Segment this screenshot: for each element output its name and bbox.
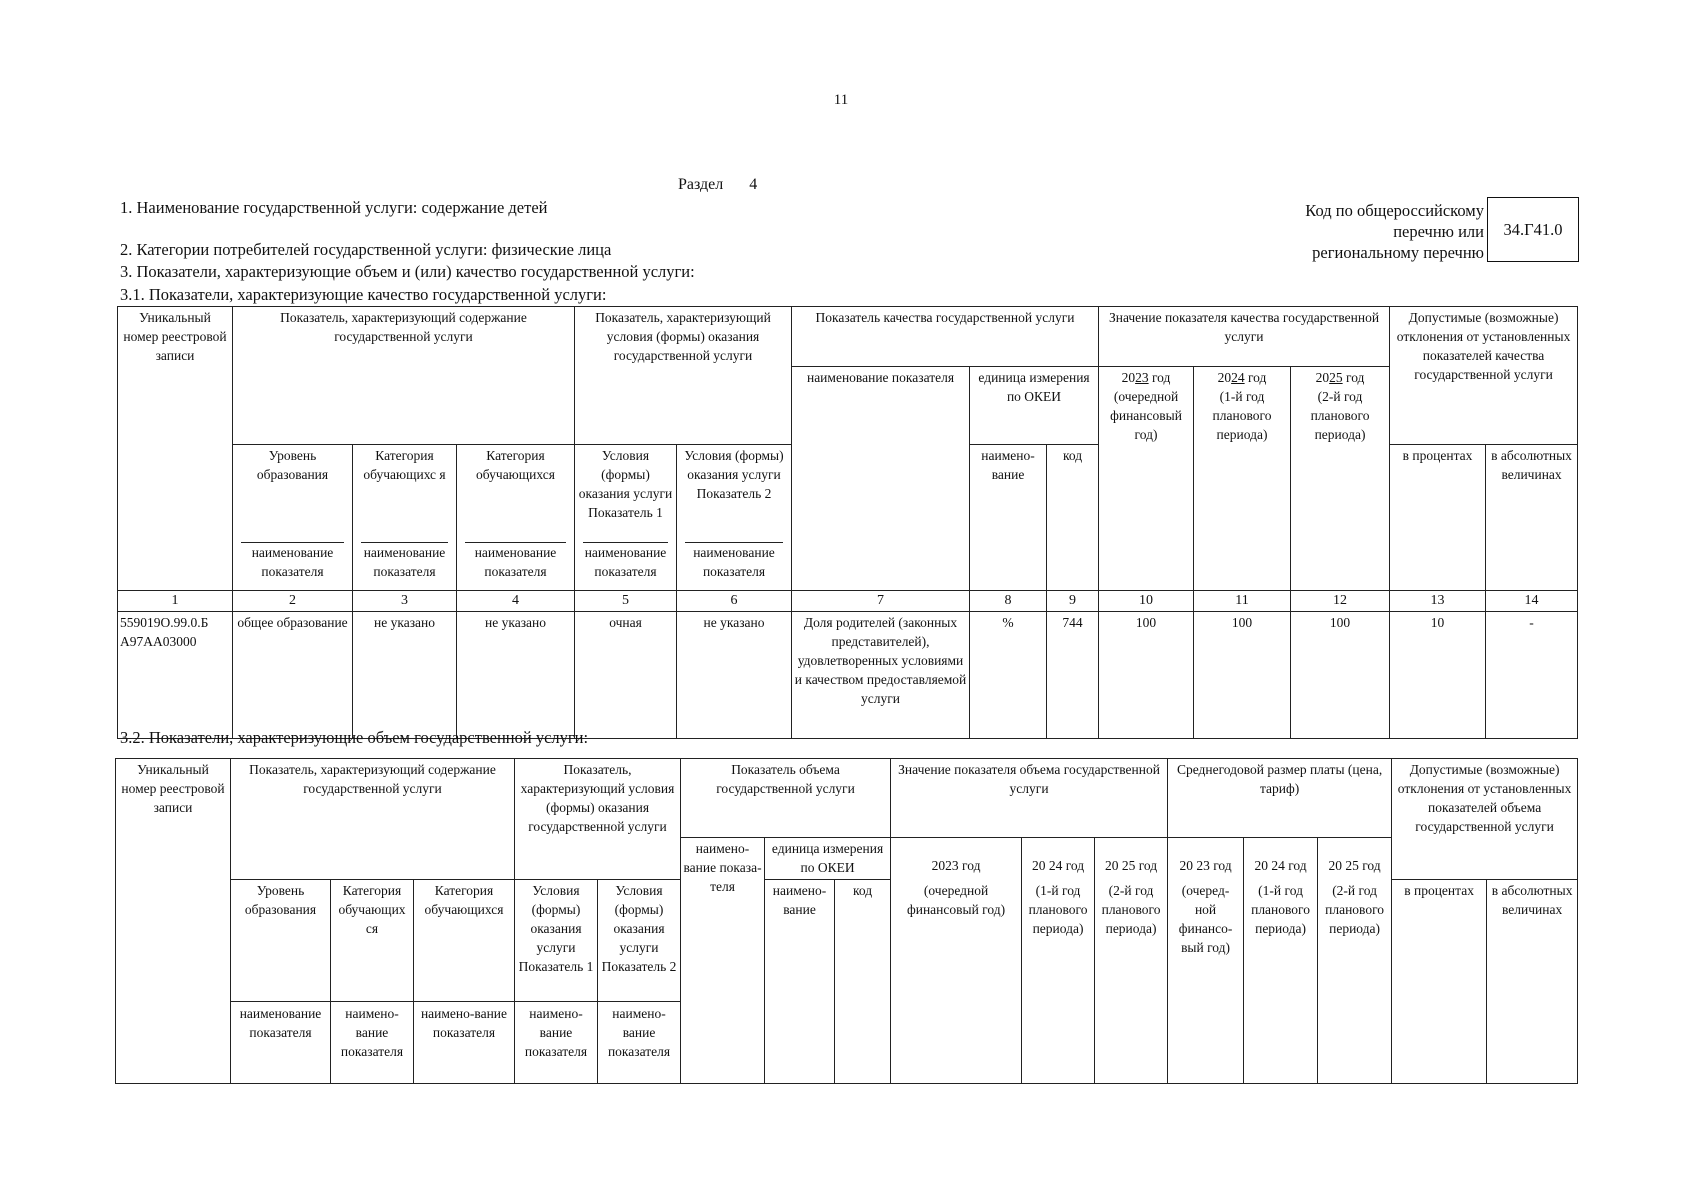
header-fee-2023: [1168, 837, 1244, 1083]
header-condition-indicator: Показатель, характеризующий условия (формы) оказания государственной услуги: [575, 307, 792, 367]
column-number: 13: [1390, 590, 1486, 611]
header-value-2025: [1095, 837, 1168, 1083]
col-label: Категория обучающих ся: [338, 882, 406, 936]
col-condition-1: [515, 879, 598, 1083]
col-sublabel: наимено-вание показателя: [414, 1001, 514, 1042]
header-fee-2025: [1318, 837, 1392, 1083]
col-sublabel: наимено- вание показателя: [598, 1001, 680, 1061]
code-caption: [1305, 200, 1484, 263]
col-unit-name: наимено- вание: [765, 879, 835, 1083]
col-condition-1: [575, 444, 677, 590]
year-prefix: 20: [1315, 369, 1330, 385]
code-caption-line1: Код по общероссийскому: [1305, 201, 1484, 220]
column-number: 9: [1047, 590, 1099, 611]
cell-value-2024: 100: [1194, 611, 1291, 738]
cell-education-level: общее образование: [233, 611, 353, 738]
section-number: 4: [749, 176, 758, 193]
header-year-2023: [1099, 366, 1194, 590]
year-description: (1-й год планового периода): [1212, 388, 1272, 442]
col-condition-2: [677, 444, 792, 590]
column-number: 2: [233, 590, 353, 611]
col-deviation-percent: в процентах: [1390, 444, 1486, 590]
column-number: 3: [353, 590, 457, 611]
column-number: 10: [1099, 590, 1194, 611]
col-sublabel: наименование показателя: [693, 544, 775, 579]
year-label: 20 25 год: [1104, 857, 1158, 873]
volume-title: 3.2. Показатели, характеризующие объем государственной услуги:: [120, 728, 589, 747]
consumer-categories: 2. Категории потребителей государственной услуги: физические лица: [120, 240, 612, 259]
cell-deviation-absolute: -: [1486, 611, 1578, 738]
year-label: 20 24 год: [1031, 857, 1085, 873]
col-unit-code: код: [1047, 444, 1099, 590]
service-code-box: 34.Г41.0: [1487, 197, 1579, 262]
header-content-indicator: Показатель, характеризующий содержание государственной услуги: [233, 307, 575, 367]
header-volume-value: Значение показателя объема государственной услуги: [891, 759, 1168, 838]
cell-value-2025: 100: [1291, 611, 1390, 738]
column-number: 4: [457, 590, 575, 611]
year-description: (очередной финансовый год): [1110, 388, 1182, 442]
header-unit-okei: единица измерения по ОКЕИ: [970, 366, 1099, 444]
header-condition-spacer: [515, 837, 681, 879]
year-label: 20 23 год: [1179, 857, 1232, 873]
column-number: 8: [970, 590, 1047, 611]
header-content-spacer: [231, 837, 515, 879]
col-label: Условия (формы) оказания услуги Показатель 2: [601, 882, 677, 974]
header-registry-number: Уникальный номер реестровой записи: [116, 759, 231, 1084]
cell-unit-code: 744: [1047, 611, 1099, 738]
col-sublabel: наимено- вание показателя: [331, 1001, 413, 1061]
column-number: 1: [118, 590, 233, 611]
header-fee-2024: [1244, 837, 1318, 1083]
header-content-indicator: Показатель, характеризующий содержание государственной услуги: [231, 759, 515, 838]
year-description: (2-й год планового периода): [1101, 882, 1161, 936]
column-number: 14: [1486, 590, 1578, 611]
year-suffix: год: [1247, 369, 1267, 385]
column-numbers-row: [118, 590, 1578, 611]
col-label: Условия (формы) оказания услуги Показатель 1: [518, 882, 594, 974]
year-value: 24: [1231, 369, 1245, 385]
volume-indicators-table: [115, 758, 1578, 1084]
col-sublabel: наименование показателя: [584, 544, 667, 579]
header-deviation: Допустимые (возможные) отклонения от установленных показателей объема государственной услуги: [1392, 759, 1578, 880]
col-student-category-1: [331, 879, 414, 1083]
col-sublabel: наименование показателя: [231, 1001, 330, 1042]
header-volume-name: наимено- вание показа- теля: [681, 837, 765, 1083]
header-value-2023: [891, 837, 1022, 1083]
header-content-spacer: [233, 366, 575, 444]
code-caption-line2: перечню или: [1393, 222, 1484, 241]
code-caption-line3: региональному перечню: [1312, 243, 1484, 262]
year-label: 20 24 год: [1254, 857, 1307, 873]
cell-value-2023: 100: [1099, 611, 1194, 738]
year-suffix: год: [1151, 369, 1171, 385]
page-number: 11: [833, 92, 849, 108]
year-description: (1-й год планового периода): [1028, 882, 1088, 936]
col-sublabel: наименование показателя: [474, 544, 557, 579]
col-student-category-2: [414, 879, 515, 1083]
cell-deviation-percent: 10: [1390, 611, 1486, 738]
year-description: (2-й год планового периода): [1310, 388, 1370, 442]
header-year-2025: [1291, 366, 1390, 590]
service-name: 1. Наименование государственной услуги: содержание детей: [120, 198, 548, 217]
header-unit-okei: единица измерения по ОКЕИ: [765, 837, 891, 879]
header-deviation: Допустимые (возможные) отклонения от установленных показателей качества государственной услуги: [1390, 307, 1578, 445]
col-label: Условия (формы) оказания услуги Показатель 1: [578, 447, 673, 520]
cell-unit-name: %: [970, 611, 1047, 738]
header-condition-spacer: [575, 366, 792, 444]
col-student-category-1: [353, 444, 457, 590]
column-number: 6: [677, 590, 792, 611]
cell-category-1: не указано: [353, 611, 457, 738]
col-student-category-2: [457, 444, 575, 590]
indicators-title: 3. Показатели, характеризующие объем и (или) качество государственной услуги:: [120, 262, 695, 281]
col-label: Категория обучающихс я: [363, 447, 446, 482]
year-description: (2-й год планового периода): [1325, 882, 1385, 936]
year-label: 2023 год: [931, 857, 981, 873]
quality-title: 3.1. Показатели, характеризующие качество государственной услуги:: [120, 285, 607, 304]
section-label: Раздел: [678, 176, 724, 193]
col-deviation-absolute: в абсолютных величинах: [1487, 879, 1578, 1083]
quality-indicators-table: [117, 306, 1578, 739]
header-value-2024: [1022, 837, 1095, 1083]
col-education-level: [233, 444, 353, 590]
year-description: (очеред- ной финансо- вый год): [1178, 882, 1233, 955]
col-deviation-absolute: в абсолютных величинах: [1486, 444, 1578, 590]
section-heading: [678, 176, 757, 194]
col-label: Уровень образования: [256, 447, 329, 482]
col-sublabel: наимено- вание показателя: [515, 1001, 597, 1061]
header-volume-indicator: Показатель объема государственной услуги: [681, 759, 891, 838]
col-unit-name: наимено- вание: [970, 444, 1047, 590]
col-label: Категория обучающихся: [424, 882, 504, 917]
column-number: 7: [792, 590, 970, 611]
year-value: 25: [1329, 369, 1343, 385]
col-education-level: [231, 879, 331, 1083]
col-condition-2: [598, 879, 681, 1083]
table-row: [118, 611, 1578, 738]
header-registry-number: Уникальный номер реестровой записи: [118, 307, 233, 591]
col-label: Уровень образования: [244, 882, 317, 917]
cell-condition-1: очная: [575, 611, 677, 738]
year-description: (1-й год планового периода): [1251, 882, 1311, 936]
header-quality-value: Значение показателя качества государственной услуги: [1099, 307, 1390, 367]
year-description: (очередной финансовый год): [906, 882, 1006, 917]
header-year-2024: [1194, 366, 1291, 590]
year-suffix: год: [1346, 369, 1365, 385]
col-label: Условия (формы) оказания услуги Показатель 2: [684, 447, 784, 501]
cell-condition-2: не указано: [677, 611, 792, 738]
header-quality-indicator: Показатель качества государственной услуги: [792, 307, 1099, 367]
year-prefix: 20: [1217, 369, 1232, 385]
col-label: Категория обучающихся: [476, 447, 555, 482]
col-sublabel: наименование показателя: [251, 544, 334, 579]
col-unit-code: код: [835, 879, 891, 1083]
cell-registry-number: 559019О.99.0.Б А97АА03000: [118, 611, 233, 738]
column-number: 11: [1194, 590, 1291, 611]
col-deviation-percent: в процентах: [1392, 879, 1487, 1083]
header-condition-indicator: Показатель, характеризующий условия (формы) оказания государственной услуги: [515, 759, 681, 838]
year-prefix: 20: [1121, 369, 1136, 385]
year-label: 20 25 год: [1328, 857, 1381, 873]
cell-indicator-name: Доля родителей (законных представителей), удовлетворенных условиями и качеством предоставляемой услуги: [792, 611, 970, 738]
col-sublabel: наименование показателя: [363, 544, 446, 579]
header-indicator-name: наименование показателя: [792, 366, 970, 590]
column-number: 12: [1291, 590, 1390, 611]
column-number: 5: [575, 590, 677, 611]
cell-category-2: не указано: [457, 611, 575, 738]
year-value: 23: [1135, 369, 1149, 385]
header-average-fee: Среднегодовой размер платы (цена, тариф): [1168, 759, 1392, 838]
